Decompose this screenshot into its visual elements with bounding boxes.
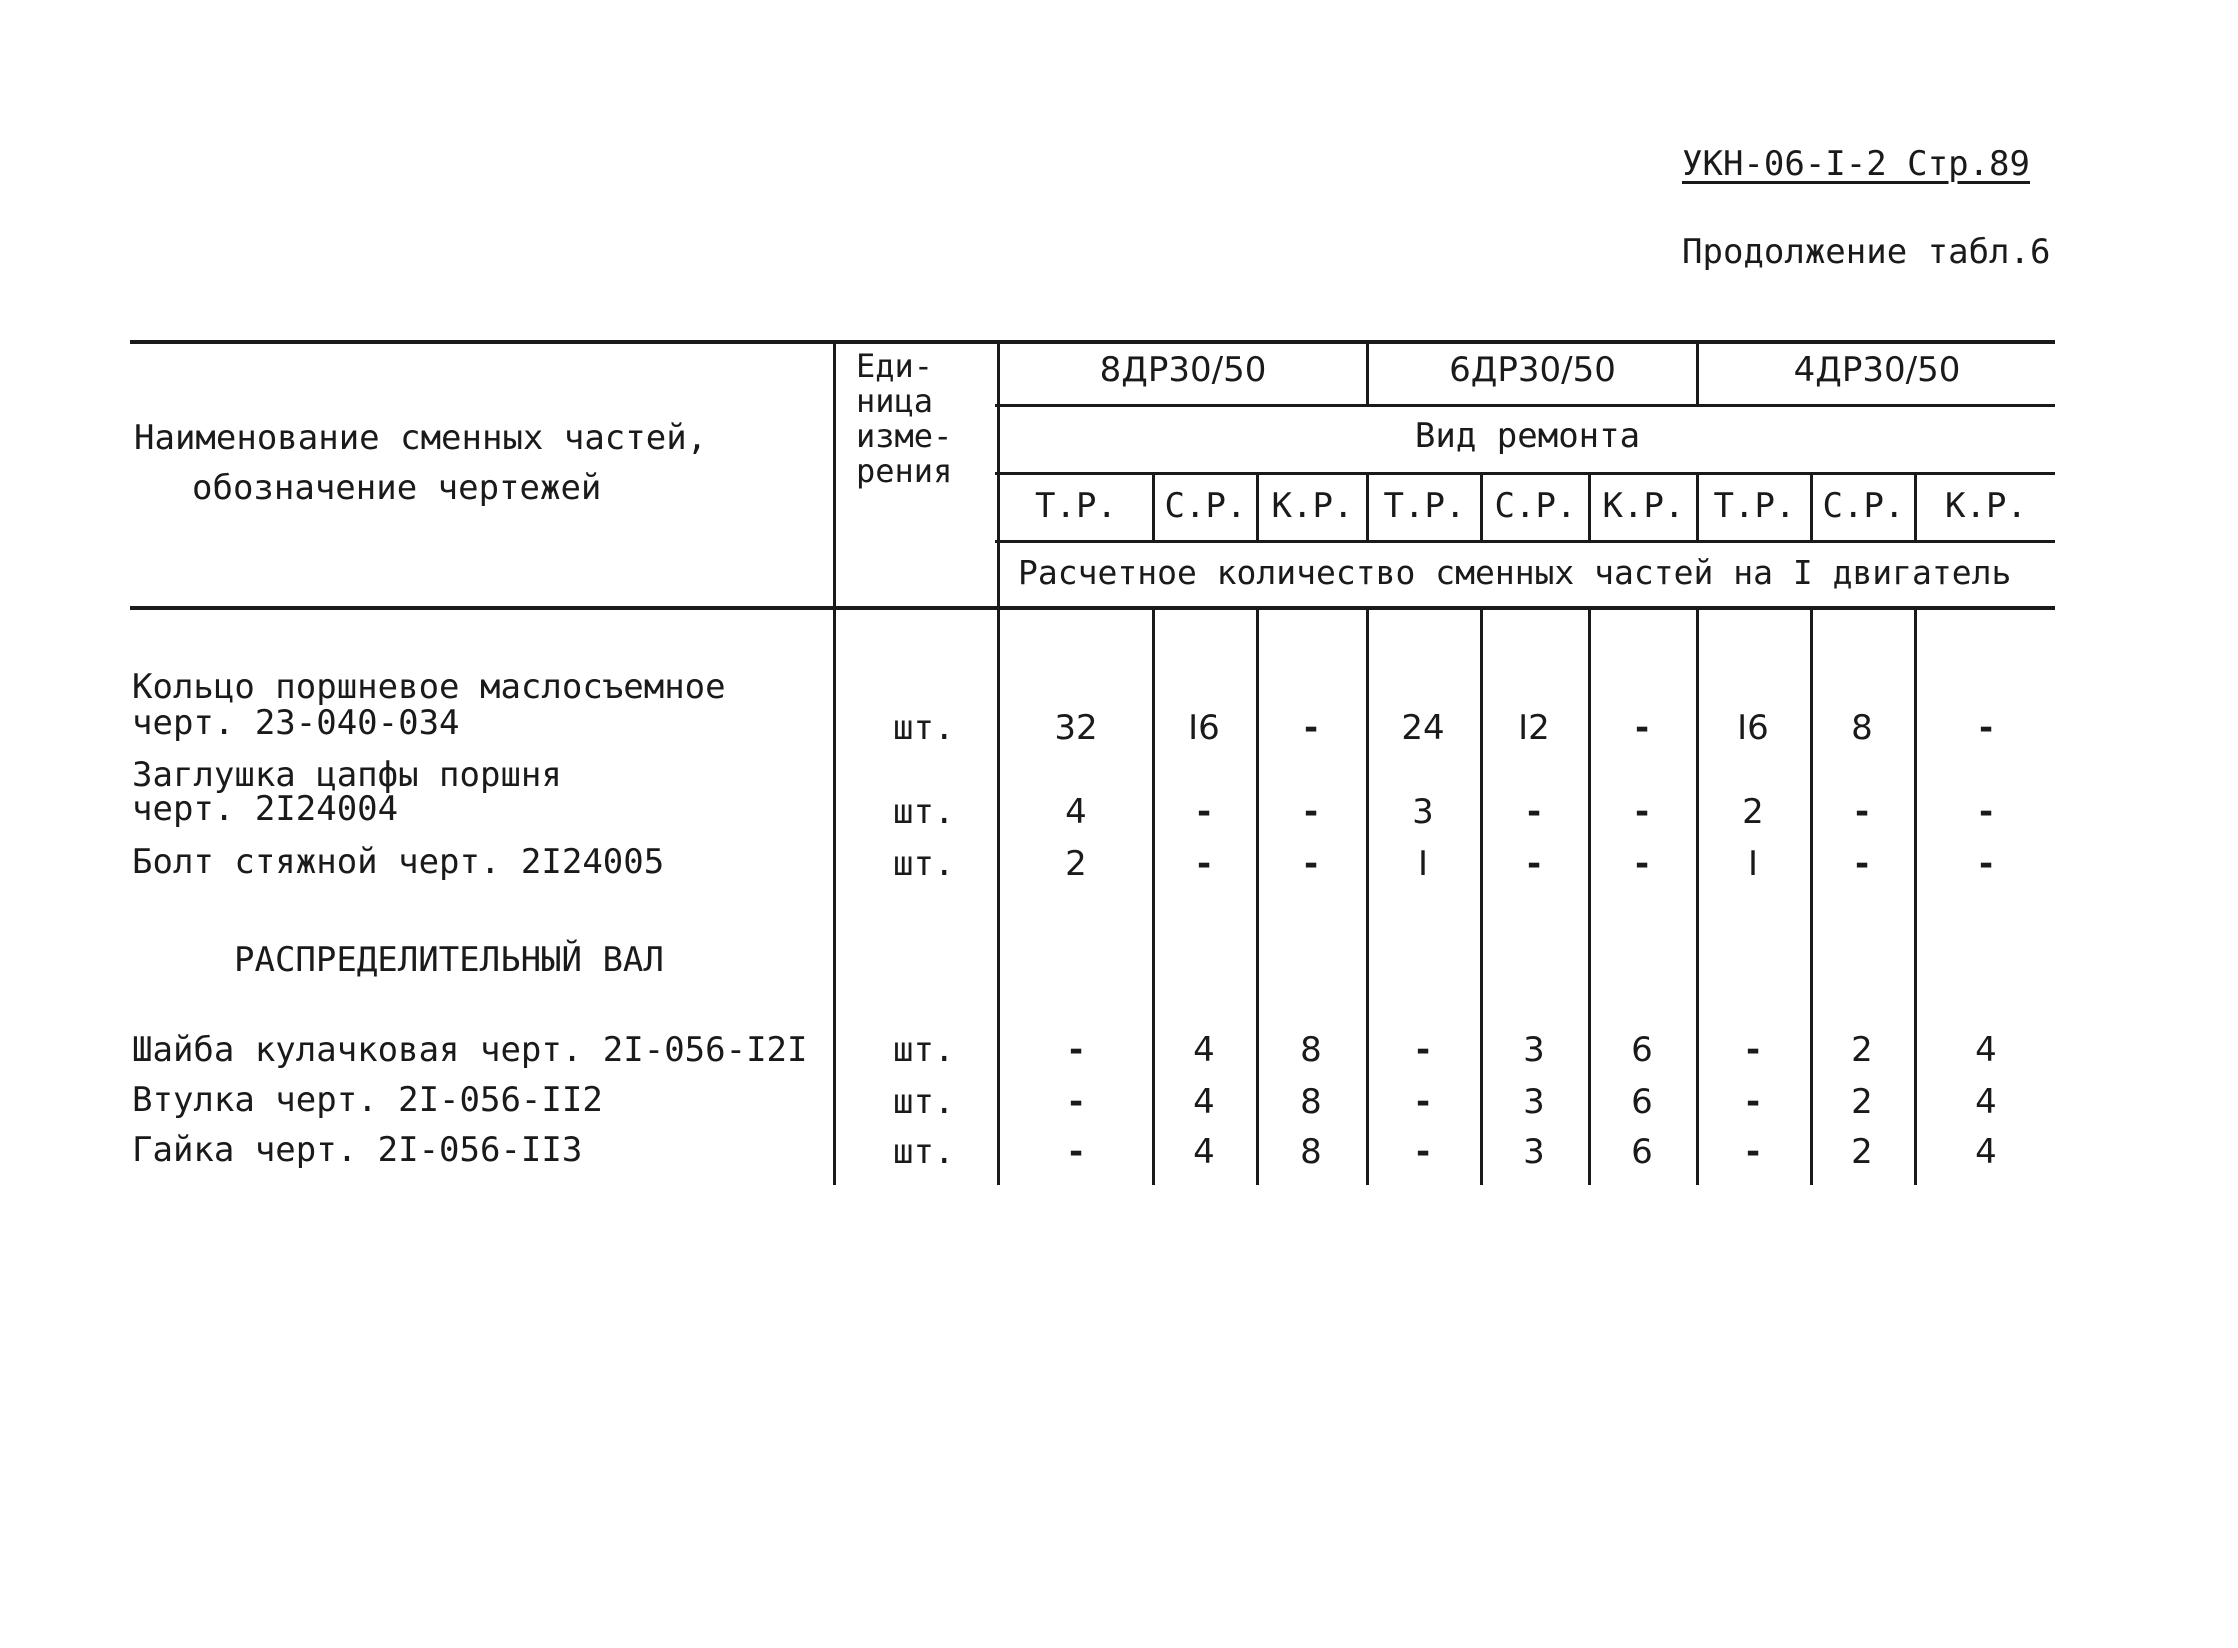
row-2-unit: шт. (893, 792, 955, 832)
repair-type-4-kr: К.Р. (1945, 486, 2027, 526)
body-col-divider (1588, 610, 1591, 1185)
unit-column-header-line3: изме- (856, 417, 953, 455)
engine-header-8dr: 8ДР30/50 (1099, 350, 1267, 390)
value-cell: 32 (1054, 708, 1098, 748)
value-cell: - (1745, 1132, 1761, 1172)
value-cell: - (1303, 708, 1319, 748)
row-3-unit: шт. (893, 844, 955, 884)
table-continuation-label: Продолжение табл.6 (1682, 232, 2051, 272)
value-cell: 6 (1631, 1030, 1653, 1070)
value-cell: I6 (1188, 708, 1220, 748)
value-cell: - (1978, 708, 1994, 748)
value-cell: - (1526, 844, 1542, 884)
value-cell: 4 (1975, 1132, 1997, 1172)
name-column-header-line1: Наименование сменных частей, (134, 418, 708, 458)
row-5-unit: шт. (893, 1082, 955, 1122)
repair-type-6-kr: К.Р. (1602, 486, 1685, 526)
value-cell: 4 (1193, 1132, 1215, 1172)
value-cell: 24 (1401, 708, 1445, 748)
value-cell: - (1303, 844, 1319, 884)
repair-type-8-sr: С.Р. (1164, 486, 1247, 526)
value-cell: 8 (1300, 1030, 1322, 1070)
unit-column-left-border (833, 340, 836, 1185)
value-cell: - (1978, 792, 1994, 832)
value-cell: - (1854, 792, 1870, 832)
value-cell: - (1745, 1082, 1761, 1122)
values-left-border (997, 340, 1000, 1185)
body-col-divider (1256, 610, 1259, 1185)
value-cell: 4 (1065, 792, 1087, 832)
value-cell: - (1526, 792, 1542, 832)
section-title: РАСПРЕДЕЛИТЕЛЬНЫЙ ВАЛ (234, 940, 664, 980)
value-cell: I6 (1737, 708, 1769, 748)
repair-type-8-tr: Т.Р. (1035, 486, 1117, 526)
engine-header-4dr: 4ДР30/50 (1793, 350, 1961, 390)
body-col-divider (1696, 610, 1699, 1185)
quantity-header: Расчетное количество сменных частей на I двигатель (1018, 553, 2012, 592)
value-cell: - (1068, 1082, 1084, 1122)
repair-type-6-tr: Т.Р. (1383, 486, 1466, 526)
row-1-name-line1: Кольцо поршневое маслосъемное (132, 667, 726, 707)
value-cell: 8 (1300, 1082, 1322, 1122)
unit-column-header-line4: рения (856, 452, 953, 490)
value-cell: - (1978, 844, 1994, 884)
repair-type-header: Вид ремонта (1414, 416, 1641, 456)
engine-header-6dr: 6ДР30/50 (1449, 350, 1616, 390)
value-cell: 4 (1975, 1082, 1997, 1122)
value-cell: 2 (1851, 1082, 1873, 1122)
engine-header-rule (995, 404, 2055, 407)
value-cell: 2 (1851, 1132, 1873, 1172)
row-5-name: Втулка черт. 2I-056-II2 (132, 1080, 603, 1120)
value-cell: - (1196, 792, 1212, 832)
value-cell: 3 (1523, 1132, 1545, 1172)
value-cell: I2 (1518, 708, 1550, 748)
row-1-name-line2: черт. 23-040-034 (132, 703, 460, 743)
row-3-name: Болт стяжной черт. 2I24005 (132, 842, 665, 882)
repair-type-8-kr: К.Р. (1271, 486, 1354, 526)
value-cell: 3 (1412, 792, 1434, 832)
header-bottom-rule (130, 606, 2055, 610)
row-2-name-line1: Заглушка цапфы поршня (132, 755, 562, 795)
value-cell: 4 (1975, 1030, 1997, 1070)
document-code: УКН-06-I-2 Стр.89 (1682, 144, 2030, 184)
value-cell: - (1634, 844, 1650, 884)
value-cell: - (1303, 792, 1319, 832)
row-1-unit: шт. (893, 708, 955, 748)
value-cell: - (1745, 1030, 1761, 1070)
value-cell: 8 (1851, 708, 1873, 748)
value-cell: 3 (1523, 1082, 1545, 1122)
row-4-name: Шайба кулачковая черт. 2I-056-I2I (132, 1030, 808, 1070)
value-cell: - (1854, 844, 1870, 884)
row-6-unit: шт. (893, 1132, 955, 1172)
name-column-header-line2: обозначение чертежей (192, 468, 602, 508)
value-cell: - (1634, 792, 1650, 832)
value-cell: I (1747, 844, 1759, 884)
value-cell: - (1634, 708, 1650, 748)
qty-header-rule (995, 540, 2055, 543)
value-cell: - (1196, 844, 1212, 884)
row-6-name: Гайка черт. 2I-056-II3 (132, 1130, 583, 1170)
value-cell: 3 (1523, 1030, 1545, 1070)
value-cell: 2 (1065, 844, 1087, 884)
unit-column-header-line2: ница (856, 382, 934, 420)
value-cell: 2 (1851, 1030, 1873, 1070)
body-col-divider (1366, 610, 1369, 1185)
repair-type-6-sr: С.Р. (1494, 486, 1577, 526)
value-cell: I (1417, 844, 1429, 884)
value-cell: 4 (1193, 1082, 1215, 1122)
value-cell: - (1415, 1132, 1431, 1172)
value-cell: 6 (1631, 1082, 1653, 1122)
value-cell: 6 (1631, 1132, 1653, 1172)
value-cell: 2 (1742, 792, 1764, 832)
value-cell: 4 (1193, 1030, 1215, 1070)
value-cell: - (1415, 1030, 1431, 1070)
row-2-name-line2: черт. 2I24004 (132, 789, 399, 829)
repair-type-4-tr: Т.Р. (1713, 486, 1796, 526)
value-cell: - (1068, 1132, 1084, 1172)
body-col-divider (1914, 610, 1917, 1185)
table-top-rule (130, 340, 2055, 344)
row-4-unit: шт. (893, 1030, 955, 1070)
value-cell: 8 (1300, 1132, 1322, 1172)
body-col-divider (1480, 610, 1483, 1185)
value-cell: - (1415, 1082, 1431, 1122)
value-cell: - (1068, 1030, 1084, 1070)
unit-column-header-line1: Еди- (856, 347, 934, 385)
repair-type-4-sr: С.Р. (1822, 486, 1905, 526)
